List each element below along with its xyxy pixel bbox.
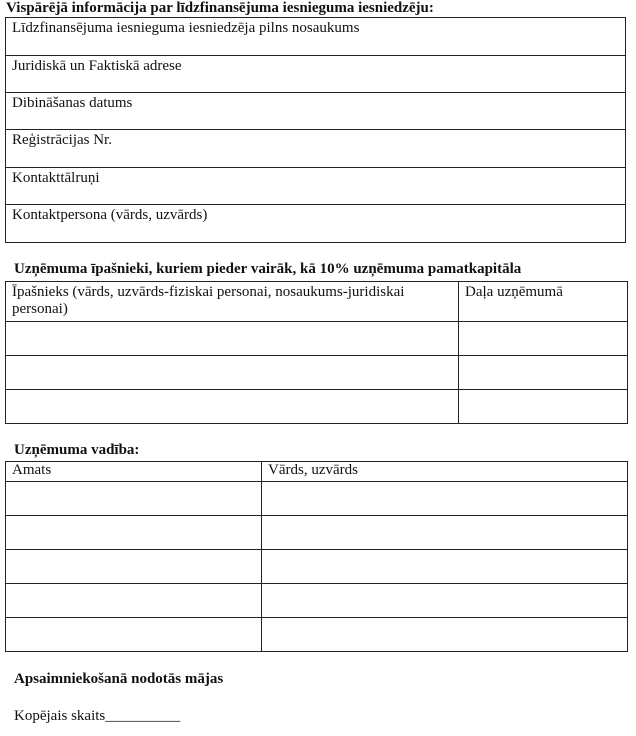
section-owners-heading: Uzņēmuma īpašnieki, kuriem pieder vairāk, kā 10% uzņēmuma pamatkapitāla — [14, 261, 522, 277]
management-cell[interactable] — [6, 584, 262, 618]
management-cell[interactable] — [262, 618, 628, 652]
owners-cell[interactable] — [459, 356, 628, 390]
owners-cell[interactable] — [6, 322, 459, 356]
section-managed-houses-heading: Apsaimniekošanā nodotās mājas — [14, 671, 224, 687]
row-contact-person[interactable]: Kontaktpersona (vārds, uzvārds) — [6, 205, 626, 243]
management-cell[interactable] — [262, 482, 628, 516]
row-address[interactable]: Juridiskā un Faktiskā adrese — [6, 56, 626, 93]
management-cell[interactable] — [6, 618, 262, 652]
owners-cell[interactable] — [6, 390, 459, 424]
general-info-table — [5, 17, 626, 243]
management-header-position: Amats — [6, 462, 262, 482]
management-cell[interactable] — [262, 584, 628, 618]
section-management-heading: Uzņēmuma vadība: — [14, 442, 140, 458]
owners-header-share: Daļa uzņēmumā — [459, 282, 628, 322]
row-founding-date[interactable]: Dibināšanas datums — [6, 93, 626, 130]
management-cell[interactable] — [6, 482, 262, 516]
owners-cell[interactable] — [6, 356, 459, 390]
management-cell[interactable] — [6, 516, 262, 550]
management-cell[interactable] — [262, 550, 628, 584]
row-phones[interactable]: Kontakttālruņi — [6, 168, 626, 205]
owners-table — [5, 281, 628, 424]
owners-header-owner: Īpašnieks (vārds, uzvārds-fiziskai personai, nosaukums-juridiskai personai) — [6, 282, 459, 322]
total-count-field[interactable]: Kopējais skaits__________ — [14, 708, 181, 724]
management-table — [5, 461, 628, 652]
owners-cell[interactable] — [459, 322, 628, 356]
management-cell[interactable] — [6, 550, 262, 584]
management-cell[interactable] — [262, 516, 628, 550]
row-registration-number[interactable]: Reģistrācijas Nr. — [6, 130, 626, 168]
management-header-name: Vārds, uzvārds — [262, 462, 628, 482]
row-full-name[interactable]: Līdzfinansējuma iesnieguma iesniedzēja pilns nosaukums — [6, 18, 626, 56]
owners-cell[interactable] — [459, 390, 628, 424]
section-general-info-heading: Vispārējā informācija par līdzfinansējuma iesnieguma iesniedzēju: — [6, 0, 434, 16]
